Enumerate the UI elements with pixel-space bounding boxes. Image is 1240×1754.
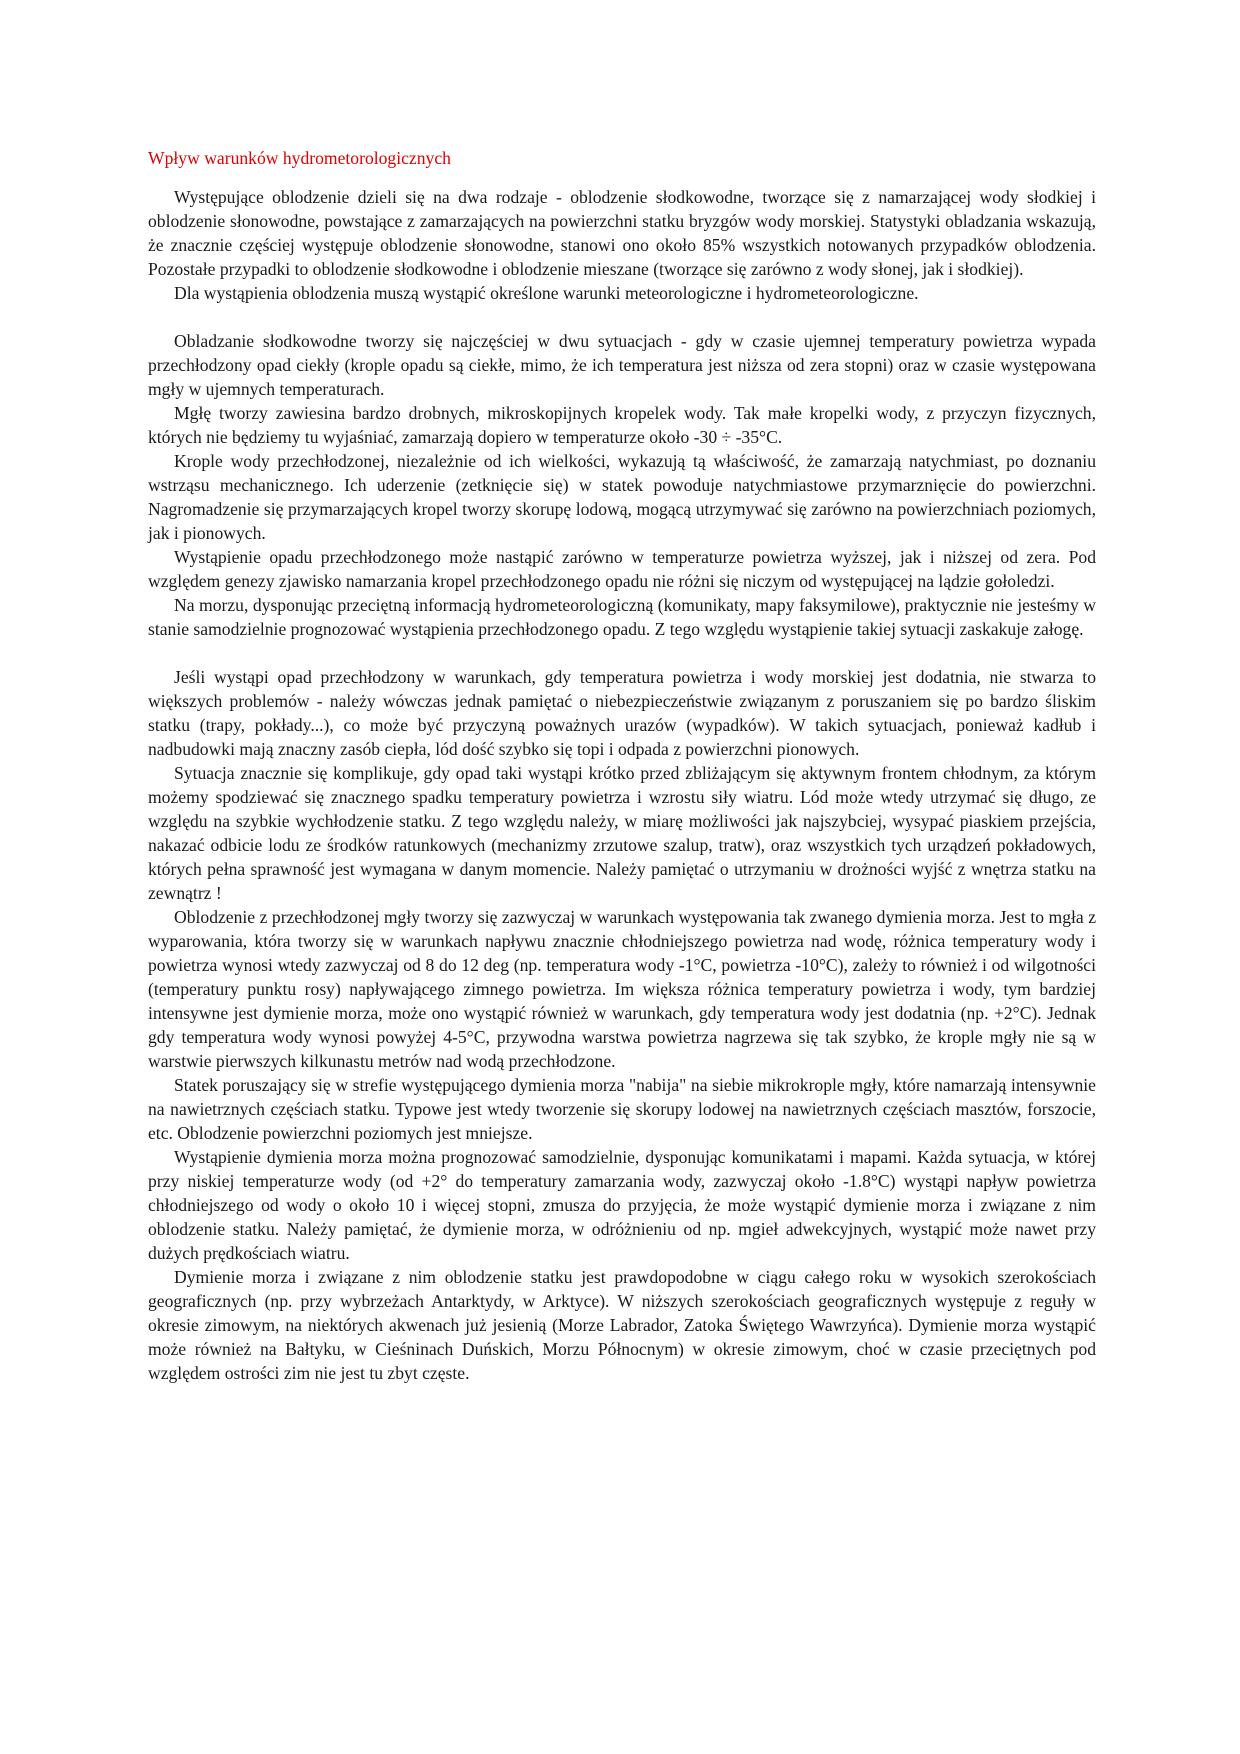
paragraph-freshwater-icing: Obladzanie słodkowodne tworzy się najczęściej w dwu sytuacjach - gdy w czasie ujemnej temperatury powietrza wypada przechłodzony opad ciekły (krople opadu są ciekłe, mimo, że ich temperatura jest niższa od zera stopni) oraz w czasie występowana mgły w ujemnych temperaturach. bbox=[148, 331, 1096, 399]
paragraph-forecasting-at-sea: Na morzu, dysponując przeciętną informacją hydrometeorologiczną (komunikaty, mapy faksymilowe), praktycznie nie jesteśmy w stanie samodzielnie prognozować wystąpienia przechłodzonego opadu. Z tego względu wystąpienie takiej sytuacji zaskakuje załogę. bbox=[148, 595, 1096, 639]
paragraph-ship-in-sea-smoke: Statek poruszający się w strefie występującego dymienia morza "nabija" na siebie mikrokrople mgły, które namarzają intensywnie na nawietrznych częściach statku. Typowe jest wtedy tworzenie się skorupy lodowej na nawietrznych częściach masztów, forszocie, etc. Oblodzenie powierzchni poziomych jest mniejsze. bbox=[148, 1075, 1096, 1143]
document-body bbox=[148, 146, 1096, 1385]
paragraph-icing-conditions: Dla wystąpienia oblodzenia muszą wystąpić określone warunki meteorologiczne i hydrometeorologiczne. bbox=[174, 283, 919, 303]
paragraph-icing-types: Występujące oblodzenie dzieli się na dwa rodzaje - oblodzenie słodkowodne, tworzące się z namarzającej wody słodkiej i oblodzenie słonowodne, powstające z zamarzających na powierzchni statku bryzgów wody morskiej. Statystyki obladzania wskazują, że znacznie częściej występuje oblodzenie słonowodne, stanowi ono około 85% wszystkich notowanych przypadków oblodzenia. Pozostałe przypadki to oblodzenie słodkowodne i oblodzenie mieszane (tworzące się zarówno z wody słonej, jak i słodkiej). bbox=[148, 187, 1096, 279]
paragraph-sea-smoke-forecast: Wystąpienie dymienia morza można prognozować samodzielnie, dysponując komunikatami i mapami. Każda sytuacja, w której przy niskiej temperaturze wody (od +2° do temperatury zamarzania wody, zazwyczaj około -1.8°C) wystąpi napływ powietrza chłodniejszego od wody o około 10 i więcej stopni, zmusza do przyjęcia, że może wystąpić dymienie morza i związane z nim oblodzenie statku. Należy pamiętać, że dymienie morza, w odróżnieniu od np. mgieł adwekcyjnych, wystąpić może nawet przy dużych prędkościach wiatru. bbox=[148, 1147, 1096, 1263]
paragraph-fog-droplets: Mgłę tworzy zawiesina bardzo drobnych, mikroskopijnych kropelek wody. Tak małe kropelki wody, z przyczyn fizycznych, których nie będziemy tu wyjaśniać, zamarzają dopiero w temperaturze około -30 ÷ -35°C. bbox=[148, 403, 1096, 447]
paragraph-cold-front: Sytuacja znacznie się komplikuje, gdy opad taki wystąpi krótko przed zbliżającym się aktywnym frontem chłodnym, za którym możemy spodziewać się znacznego spadku temperatury powietrza i wzrostu siły wiatru. Lód może wtedy utrzymać się długo, ze względu na szybkie wychłodzenie statku. Z tego względu należy, w miarę możliwości jak najszybciej, wysypać piaskiem przejścia, nakazać odbicie lodu ze środków ratunkowych (mechanizmy zrzutowe szalup, tratw), oraz wszystkich tych urządzeń pokładowych, których pełna sprawność jest wymagana w danym momencie. Należy pamiętać o utrzymaniu w drożności wyjść z wnętrza statku na zewnątrz ! bbox=[148, 763, 1096, 903]
paragraph-supercooled-drops: Krople wody przechłodzonej, niezależnie od ich wielkości, wykazują tą właściwość, że zamarzają natychmiast, po doznaniu wstrząsu mechanicznego. Ich uderzenie (zetknięcie się) w statek powoduje natychmiastowe przymarznięcie do powierzchni. Nagromadzenie się przymarzających kropel tworzy skorupę lodową, mogącą utrzymywać się zarówno na powierzchniach poziomych, jak i pionowych. bbox=[148, 451, 1096, 543]
paragraph-sea-smoke-regions: Dymienie morza i związane z nim oblodzenie statku jest prawdopodobne w ciągu całego roku w wysokich szerokościach geograficznych (np. przy wybrzeżach Antarktydy, w Arktyce). W niższych szerokościach geograficznych występuje z reguły w okresie zimowym, na niektórych akwenach już jesienią (Morze Labrador, Zatoka Świętego Wawrzyńca). Dymienie morza wystąpić może również na Bałtyku, w Cieśninach Duńskich, Morzu Północnym) w okresie zimowym, choć w czasie przeciętnych pod względem ostrości zim nie jest tu zbyt częste. bbox=[148, 1267, 1096, 1383]
document-title: Wpływ warunków hydrometorologicznych bbox=[148, 148, 451, 168]
paragraph-positive-temperature: Jeśli wystąpi opad przechłodzony w warunkach, gdy temperatura powietrza i wody morskiej jest dodatnia, nie stwarza to większych problemów - należy wówczas jednak pamiętać o niebezpieczeństwie związanym z poruszaniem się po bardzo śliskim statku (trapy, pokłady...), co może być przyczyną poważnych urazów (wypadków). W takich sytuacjach, ponieważ kadłub i nadbudowki mają znaczny zasób ciepła, lód dość szybko się topi i odpada z powierzchni pionowych. bbox=[148, 667, 1096, 759]
paragraph-supercooled-precipitation: Wystąpienie opadu przechłodzonego może nastąpić zarówno w temperaturze powietrza wyższej, jak i niższej od zera. Pod względem genezy zjawisko namarzania kropel przechłodzonego opadu nie różni się niczym od występującej na lądzie gołoledzi. bbox=[148, 547, 1096, 591]
paragraph-sea-smoke: Oblodzenie z przechłodzonej mgły tworzy się zazwyczaj w warunkach występowania tak zwanego dymienia morza. Jest to mgła z wyparowania, która tworzy się w warunkach napływu znacznie chłodniejszego powietrza nad wodę, różnica temperatury wody i powietrza wynosi wtedy zazwyczaj od 8 do 12 deg (np. temperatura wody -1°C, powietrza -10°C), zależy to również i od wilgotności (temperatury punktu rosy) napływającego zimnego powietrza. Im większa różnica temperatury powietrza i wody, tym bardziej intensywne jest dymienie morza, może ono wystąpić również w warunkach, gdy temperatura wody jest dodatnia (np. +2°C). Jednak gdy temperatura wody wynosi powyżej 4-5°C, przywodna warstwa powietrza nagrzewa się tak szybko, że krople mgły nie są w warstwie pierwszych kilkunastu metrów nad wodą przechłodzone. bbox=[148, 907, 1096, 1071]
